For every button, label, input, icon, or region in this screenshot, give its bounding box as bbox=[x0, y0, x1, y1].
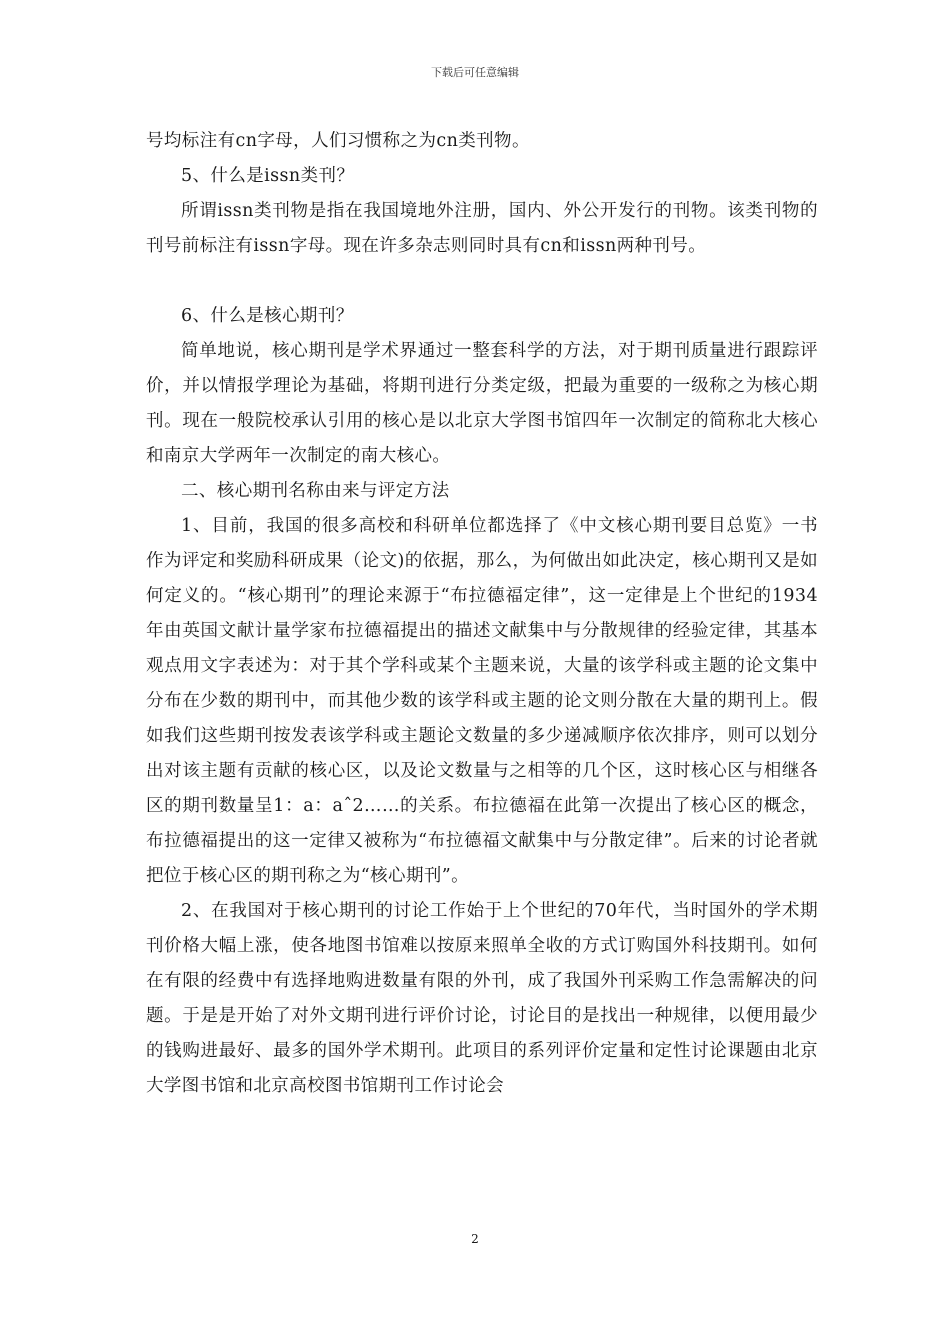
paragraph-history: 2、在我国对于核心期刊的讨论工作始于上个世纪的70年代，当时国外的学术期刊价格大幅上涨，使各地图书馆难以按原来照单全收的方式订购国外科技期刊。如何在有限的经费中有选择地购进数量有限的外刊，成了我国外刊采购工作急需解决的问题。于是是开始了对外文期刊进行评价讨论，讨论目的是找出一种规律，以便用最少的钱购进最好、最多的国外学术期刊。此项目的系列评价定量和定性讨论课题由北京大学图书馆和北京高校图书馆期刊工作讨论会 bbox=[146, 901, 818, 1096]
paragraph-core-journal: 简单地说，核心期刊是学术界通过一整套科学的方法，对于期刊质量进行跟踪评价，并以情报学理论为基础，将期刊进行分类定级，把最为重要的一级称之为核心期刊。现在一般院校承认引用的核心是以北京大学图书馆四年一次制定的简称北大核心和南京大学两年一次制定的南大核心。 bbox=[146, 341, 818, 466]
page-number: 2 bbox=[471, 1232, 479, 1246]
document-body bbox=[146, 124, 818, 1104]
paragraph-continuation: 号均标注有cn字母，人们习惯称之为cn类刊物。 bbox=[146, 131, 530, 151]
question-heading-5: 5、什么是issn类刊？ bbox=[181, 166, 355, 186]
page-header: 下载后可任意编辑 bbox=[431, 66, 519, 79]
section-heading: 二、核心期刊名称由来与评定方法 bbox=[181, 481, 450, 501]
paragraph-issn: 所谓issn类刊物是指在我国境地外注册，国内、外公开发行的刊物。该类刊物的刊号前标注有issn字母。现在许多杂志则同时具有cn和issn两种刊号。 bbox=[146, 201, 818, 256]
blank-line bbox=[146, 264, 818, 299]
paragraph-bradford: 1、目前，我国的很多高校和科研单位都选择了《中文核心期刊要目总览》一书作为评定和奖励科研成果（论文)的依据，那么，为何做出如此决定，核心期刊又是如何定义的。“核心期刊”的理论来源于“布拉德福定律”，这一定律是上个世纪的1934年由英国文献计量学家布拉德福提出的描述文献集中与分散规律的经验定律，其基本观点用文字表述为：对于其个学科或某个主题来说，大量的该学科或主题的论文集中分布在少数的期刊中，而其他少数的该学科或主题的论文则分散在大量的期刊上。假如我们这些期刊按发表该学科或主题论文数量的多少递减顺序依次排序，则可以划分出对该主题有贡献的核心区，以及论文数量与之相等的几个区，这时核心区与相继各区的期刊数量呈1：a：aˆ2……的关系。布拉德福在此第一次提出了核心区的概念，布拉德福提出的这一定律又被称为“布拉德福文献集中与分散定律”。后来的讨论者就把位于核心区的期刊称之为“核心期刊”。 bbox=[146, 516, 818, 886]
question-heading-6: 6、什么是核心期刊？ bbox=[181, 306, 354, 326]
